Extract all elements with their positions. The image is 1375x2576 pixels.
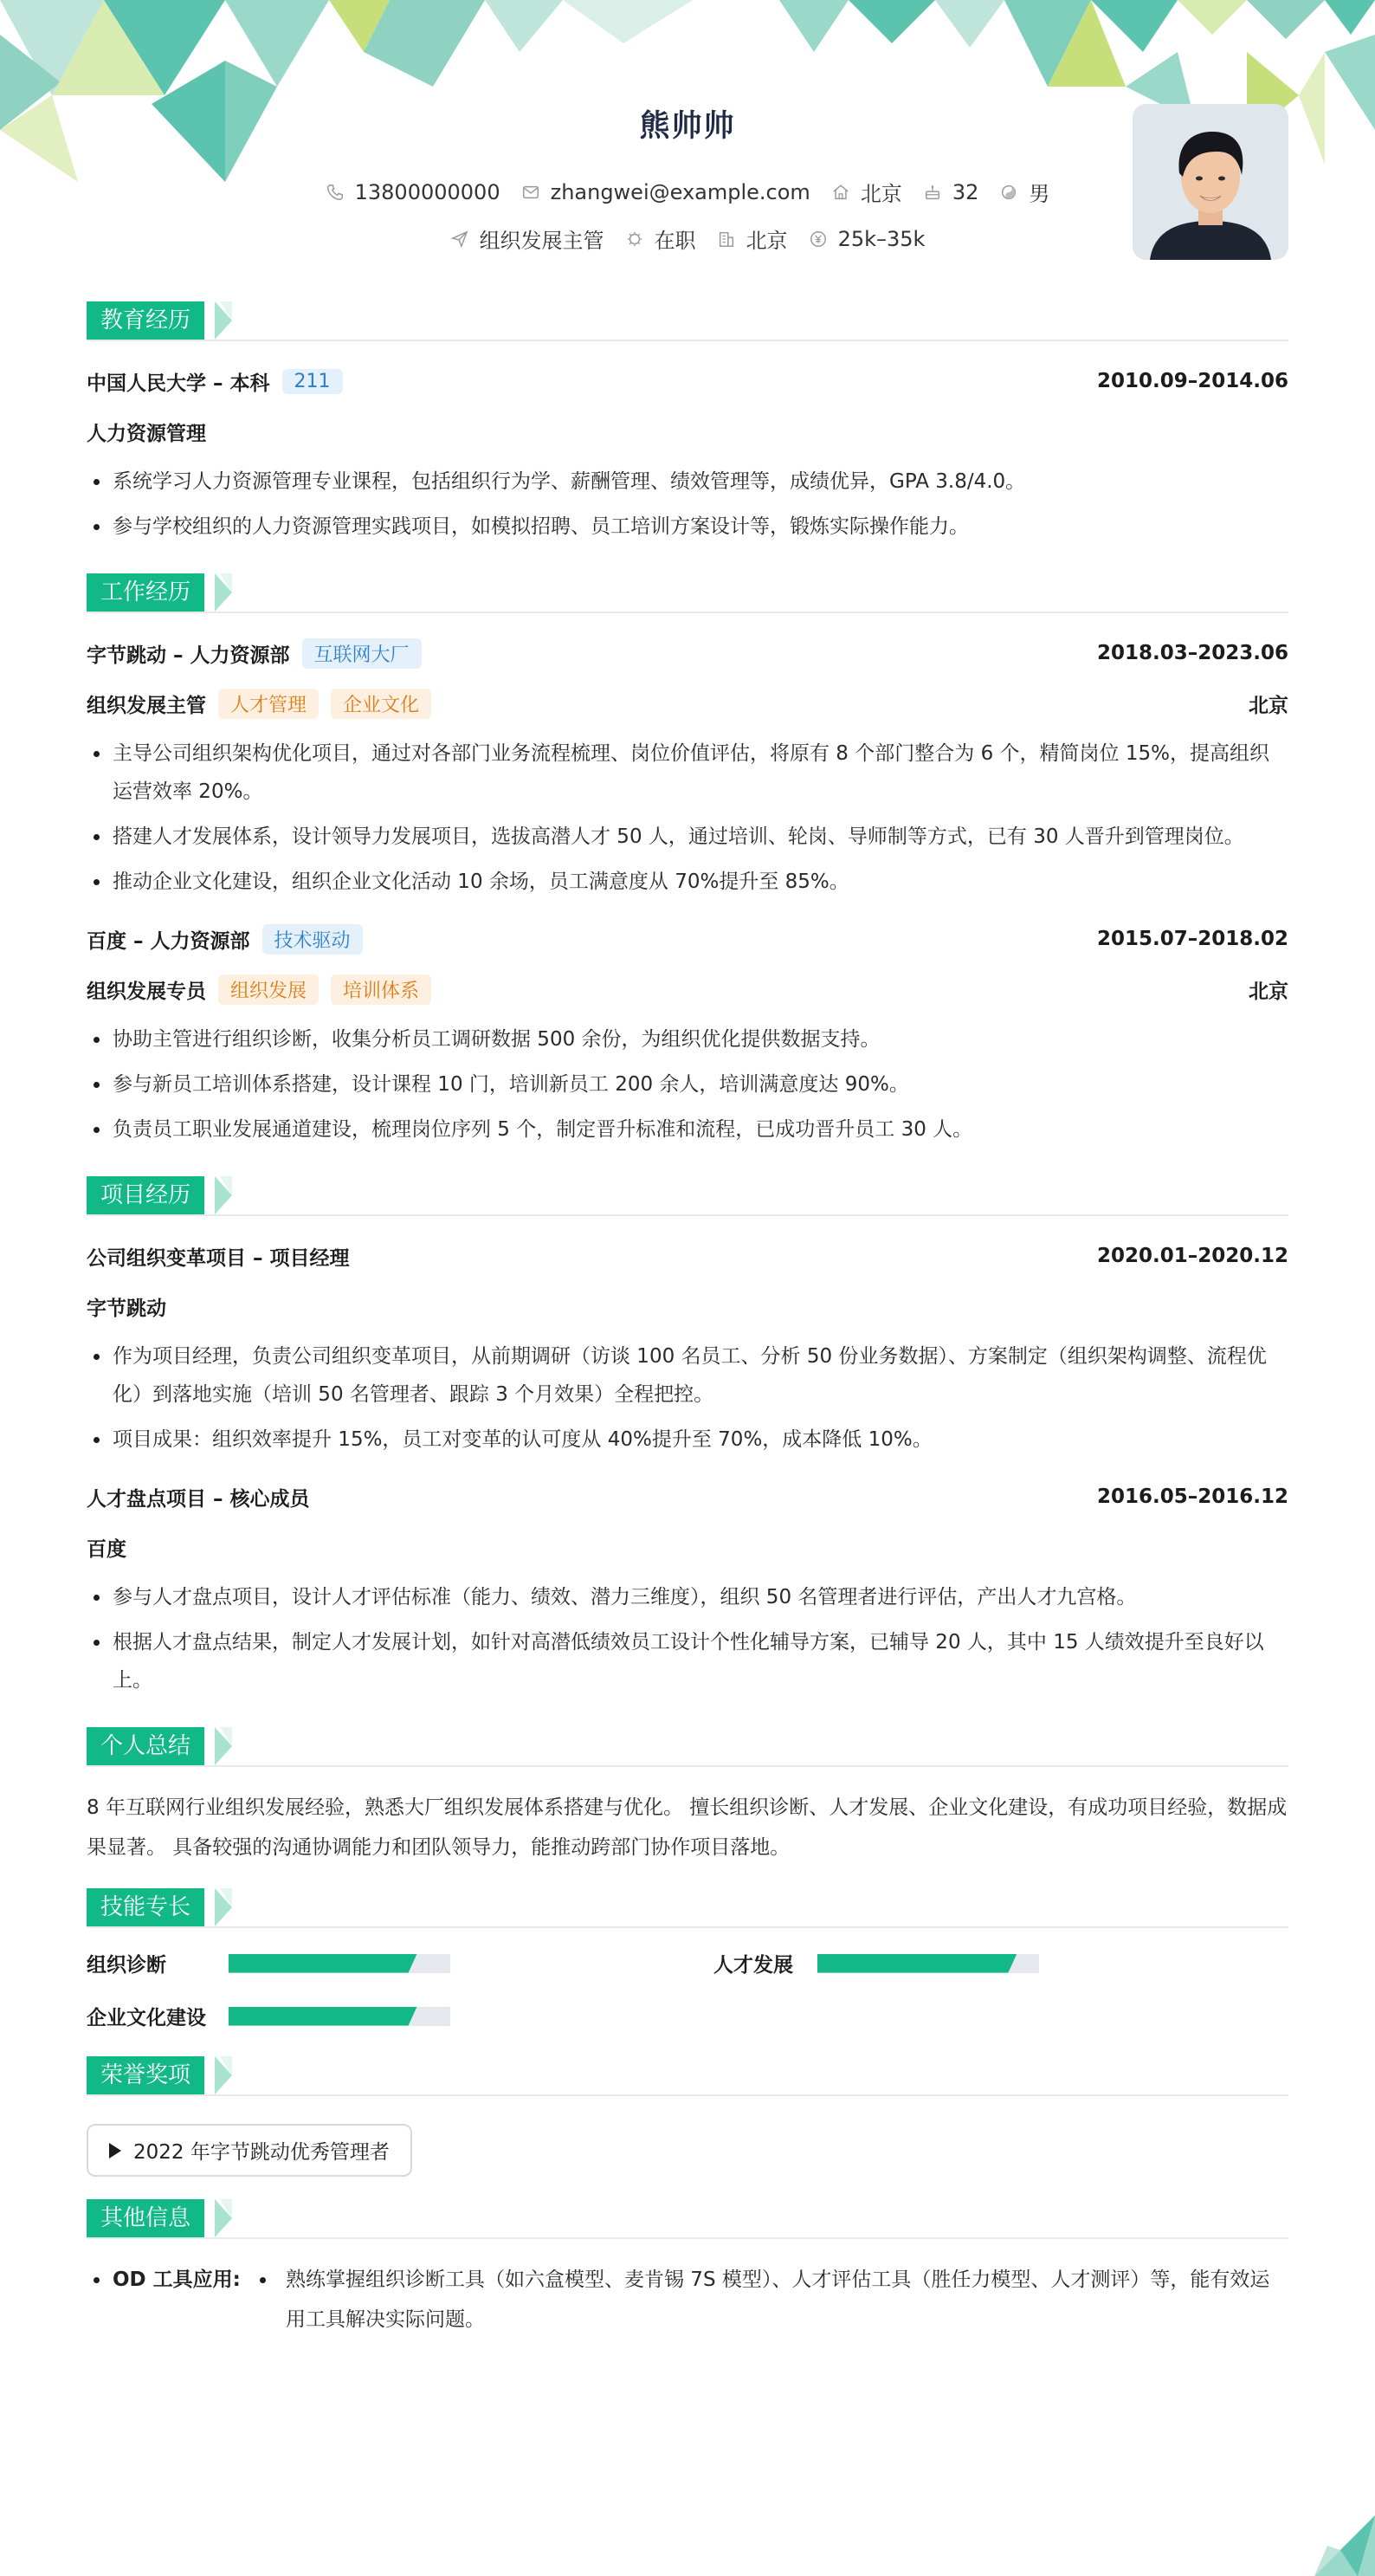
- work-role-row: [87, 672, 1288, 722]
- spacer: [87, 908, 1288, 920]
- work-role: [87, 970, 431, 1008]
- skills-grid: [87, 1949, 1288, 2030]
- projects-section-title: 项目经历: [87, 1176, 204, 1214]
- work-entry-header: [87, 634, 1288, 672]
- gender-icon: [999, 183, 1018, 202]
- skill-tag: 企业文化: [331, 689, 431, 719]
- salary-icon: [809, 230, 828, 249]
- skills-section: [87, 1888, 1288, 2030]
- projects-section-header: [87, 1176, 1288, 1216]
- location-text: 北京: [860, 182, 902, 206]
- skill-item: [87, 1949, 688, 1977]
- education-date: 2010.09–2014.06: [1096, 370, 1288, 392]
- avatar: [1133, 104, 1288, 260]
- skill-item: [87, 2002, 688, 2030]
- status-text: 在职: [654, 229, 696, 253]
- age-info: [923, 180, 979, 204]
- list-item: 参与学校组织的人力资源管理实践项目，如模拟招聘、员工培训方案设计等，锻炼实际操作能力。: [87, 508, 1288, 546]
- footer-decoration: [1297, 2498, 1375, 2576]
- work-company: [87, 634, 422, 672]
- list-item: 主导公司组织架构优化项目，通过对各部门业务流程梳理、岗位价值评估，将原有 8 个部门整合为 6 个，精简岗位 15%，提高组织运营效率 20%。: [87, 735, 1288, 811]
- company-tag: 互联网大厂: [302, 638, 422, 669]
- salary-text: 25k–35k: [837, 226, 926, 251]
- skill-name: 人才发展: [713, 1954, 793, 1977]
- job-target-text: 组织发展主管: [479, 229, 604, 253]
- project-org: [87, 1528, 1288, 1566]
- education-school: [87, 362, 343, 400]
- project-org: [87, 1287, 1288, 1325]
- work-date: 2015.07–2018.02: [1096, 928, 1288, 950]
- work-city-text: 北京: [746, 229, 788, 253]
- education-bullets: [87, 463, 1288, 546]
- email-address: zhangwei@example.com: [550, 179, 810, 204]
- work-entry-header: [87, 920, 1288, 958]
- school-tag: 211: [282, 369, 343, 394]
- list-item: 根据人才盘点结果，制定人才发展计划，如针对高潜低绩效员工设计个性化辅导方案，已辅导 20 人，其中 15 人绩效提升至良好以上。: [87, 1623, 1288, 1699]
- summary-text: 8 年互联网行业组织发展经验，熟悉大厂组织发展体系搭建与优化。 擅长组织诊断、人才发展、企业文化建设，有成功项目经验，数据成果显著。 具备较强的沟通协调能力和团队领导力，能推动跨部门协作项目落地。: [87, 1796, 1288, 1859]
- company-name: 百度 – 人力资源部: [87, 929, 250, 953]
- list-item: 参与人才盘点项目，设计人才评估标准（能力、绩效、潜力三维度），组织 50 名管理者进行评估，产出人才九宫格。: [87, 1578, 1288, 1616]
- job-target-info: [450, 223, 604, 254]
- project-org-name: 百度: [87, 1537, 126, 1561]
- work-bullets: [87, 735, 1288, 901]
- education-section-title: 教育经历: [87, 301, 204, 340]
- project-bullets: [87, 1578, 1288, 1699]
- project-date: 2020.01–2020.12: [1096, 1245, 1288, 1267]
- project-entry: [87, 1237, 1288, 1459]
- list-item: 协助主管进行组织诊断，收集分析员工调研数据 500 余份，为组织优化提供数据支持。: [87, 1020, 1288, 1058]
- skill-bar: [817, 1954, 1039, 1973]
- age-icon: [923, 183, 942, 202]
- skill-bar: [229, 1954, 450, 1973]
- mail-icon: [521, 183, 540, 202]
- work-section: [87, 573, 1288, 1149]
- project-bullets: [87, 1337, 1288, 1459]
- home-icon: [831, 183, 850, 202]
- work-section-title: 工作经历: [87, 573, 204, 612]
- resume-header: [87, 0, 1288, 286]
- work-date: 2018.03–2023.06: [1096, 642, 1288, 664]
- age-text: 32: [952, 179, 979, 204]
- job-title: 组织发展专员: [87, 980, 206, 1003]
- gender-info: [999, 177, 1049, 207]
- project-entry-header: [87, 1478, 1288, 1516]
- list-item: 推动企业文化建设，组织企业文化活动 10 余场，员工满意度从 70%提升至 85%。: [87, 863, 1288, 901]
- work-city: 北京: [1249, 694, 1288, 717]
- candidate-name: 熊帅帅: [639, 109, 736, 144]
- list-item: 搭建人才发展体系，设计领导力发展项目，选拔高潜人才 50 人，通过培训、轮岗、导师制等方式，已有 30 人晋升到管理岗位。: [87, 818, 1288, 856]
- skill-bar-fill: [229, 2007, 417, 2026]
- other-section-header: [87, 2199, 1288, 2239]
- skill-bar: [229, 2007, 450, 2026]
- play-icon: [109, 2143, 121, 2159]
- intent-row: [87, 223, 1288, 254]
- skill-name: 企业文化建设: [87, 2007, 206, 2029]
- status-icon: [625, 230, 644, 249]
- job-title: 组织发展主管: [87, 694, 206, 717]
- work-entry: [87, 920, 1288, 1149]
- other-text: 熟练掌握组织诊断工具（如六盒模型、麦肯锡 7S 模型）、人才评估工具（胜任力模型、人才测评）等，能有效运用工具解决实际问题。: [256, 2260, 1288, 2340]
- list-item: 作为项目经理，负责公司组织变革项目，从前期调研（访谈 100 名员工、分析 50 份业务数据）、方案制定（组织架构调整、流程优化）到落地实施（培训 50 名管理者、跟踪 3 个月效果）全程把控。: [87, 1337, 1288, 1414]
- section-fold-decoration: [215, 2199, 232, 2237]
- skill-item: [713, 1949, 1288, 1977]
- award-item[interactable]: [87, 2124, 412, 2177]
- other-section-title: 其他信息: [87, 2199, 204, 2237]
- spacer: [87, 1466, 1288, 1478]
- skills-section-header: [87, 1888, 1288, 1928]
- other-item: [87, 2260, 1288, 2340]
- list-item: 项目成果：组织效率提升 15%，员工对变革的认可度从 40%提升至 70%，成本降低 10%。: [87, 1421, 1288, 1459]
- awards-section: [87, 2056, 1288, 2177]
- awards-section-title: 荣誉奖项: [87, 2056, 204, 2094]
- status-info: [625, 223, 696, 254]
- summary-section-title: 个人总结: [87, 1727, 204, 1765]
- project-org-name: 字节跳动: [87, 1297, 166, 1320]
- list-item: 参与新员工培训体系搭建，设计课程 10 门，培训新员工 200 余人，培训满意度达 90%。: [87, 1065, 1288, 1104]
- education-entry-header: [87, 362, 1288, 400]
- award-text: 2022 年字节跳动优秀管理者: [133, 2141, 390, 2164]
- skills-section-title: 技能专长: [87, 1888, 204, 1926]
- section-fold-decoration: [215, 301, 232, 340]
- avatar-photo: [1133, 104, 1288, 260]
- work-role-row: [87, 958, 1288, 1008]
- work-entry: [87, 634, 1288, 901]
- project-entry-header: [87, 1237, 1288, 1275]
- contact-row: [87, 177, 1288, 207]
- list-item: 负责员工职业发展通道建设，梳理岗位序列 5 个，制定晋升标准和流程，已成功晋升员工 30 人。: [87, 1110, 1288, 1149]
- phone-number: 13800000000: [354, 179, 500, 204]
- awards-section-header: [87, 2056, 1288, 2096]
- skill-name: 组织诊断: [87, 1954, 166, 1977]
- work-section-header: [87, 573, 1288, 613]
- other-section: [87, 2199, 1288, 2340]
- education-major: [87, 412, 1288, 450]
- skill-tag: 组织发展: [218, 974, 319, 1005]
- other-label: OD 工具应用:: [87, 2260, 256, 2340]
- section-fold-decoration: [215, 1888, 232, 1926]
- gender-text: 男: [1029, 182, 1050, 206]
- company-name: 字节跳动 – 人力资源部: [87, 644, 290, 667]
- section-fold-decoration: [215, 2056, 232, 2094]
- phone-icon: [326, 183, 345, 202]
- email-info: [521, 180, 810, 204]
- section-fold-decoration: [215, 1176, 232, 1214]
- building-icon: [717, 230, 736, 249]
- project-name: 人才盘点项目 – 核心成员: [87, 1487, 310, 1511]
- salary-info: [809, 227, 926, 251]
- skill-tag: 人才管理: [218, 689, 319, 719]
- project-name: 公司组织变革项目 – 项目经理: [87, 1246, 350, 1270]
- work-city-info: [717, 223, 788, 254]
- section-fold-decoration: [215, 573, 232, 612]
- education-section: [87, 301, 1288, 546]
- summary-section-header: [87, 1727, 1288, 1767]
- education-section-header: [87, 301, 1288, 341]
- location-info: [831, 177, 902, 207]
- work-city: 北京: [1249, 980, 1288, 1003]
- skill-bar-fill: [817, 1954, 1017, 1973]
- summary-section: [87, 1727, 1288, 1867]
- section-fold-decoration: [215, 1727, 232, 1765]
- project-date: 2016.05–2016.12: [1096, 1485, 1288, 1508]
- projects-section: [87, 1176, 1288, 1699]
- list-item: 系统学习人力资源管理专业课程，包括组织行为学、薪酬管理、绩效管理等，成绩优异，GPA 3.8/4.0。: [87, 463, 1288, 501]
- send-icon: [450, 230, 469, 249]
- company-tag: 技术驱动: [262, 924, 363, 955]
- work-bullets: [87, 1020, 1288, 1149]
- work-role: [87, 684, 431, 722]
- phone-info: [326, 180, 500, 204]
- major-name: 人力资源管理: [87, 422, 206, 445]
- work-company: [87, 920, 363, 958]
- skill-bar-fill: [229, 1954, 417, 1973]
- project-entry: [87, 1478, 1288, 1699]
- skill-tag: 培训体系: [331, 974, 431, 1005]
- school-name: 中国人民大学 – 本科: [87, 372, 270, 395]
